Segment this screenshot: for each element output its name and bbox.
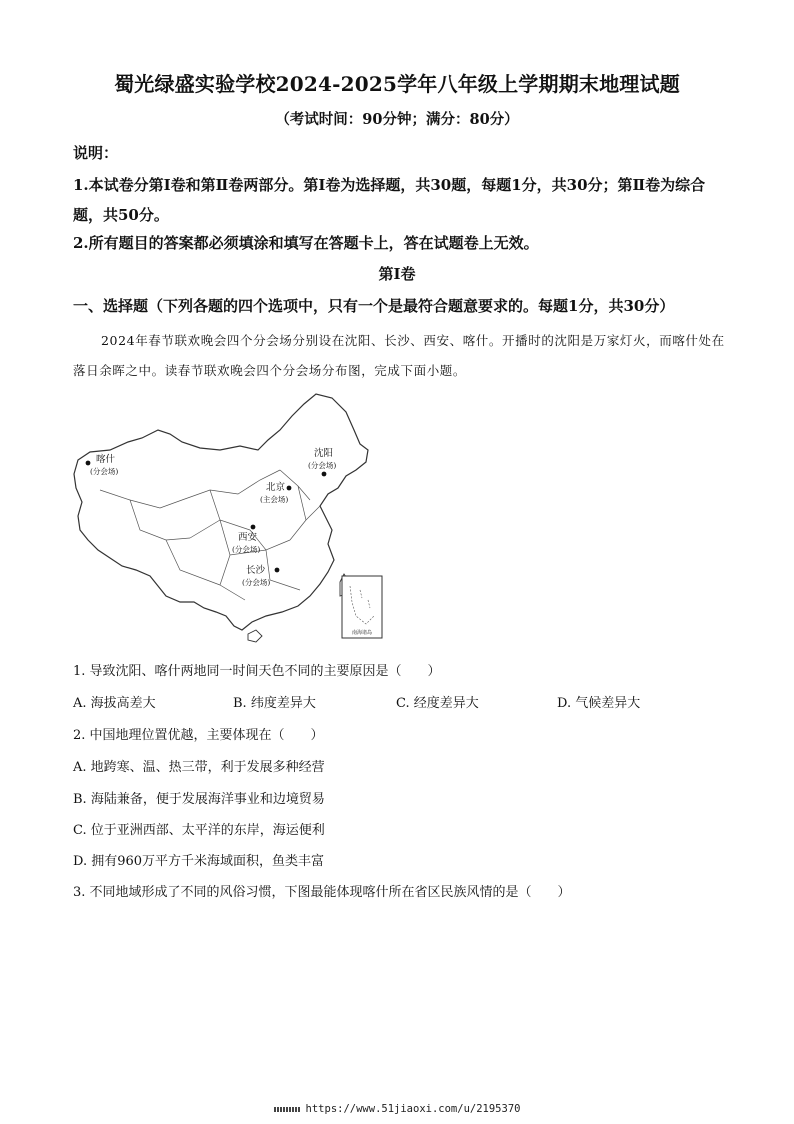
- footer-url[interactable]: https://www.51jiaoxi.com/u/2195370: [305, 1103, 521, 1115]
- section-title: 一、选择题（下列各题的四个选项中，只有一个是最符合题意要求的。每题1分，共30分）: [73, 297, 675, 315]
- q2-option-c[interactable]: C. 位于亚洲西部、太平洋的东岸，海运便利: [73, 823, 325, 838]
- instruction-item-1: 1.本试卷分第Ⅰ卷和第Ⅱ卷两部分。第Ⅰ卷为选择题，共30题，每题1分，共30分；第Ⅱ卷为综合题，共50分。: [73, 176, 706, 224]
- exam-subtitle: （考试时间：90分钟；满分：80分）: [275, 111, 519, 128]
- instruction-item-2: 2.所有题目的答案都必须填涂和填写在答题卡上，答在试题卷上无效。: [73, 234, 539, 252]
- reading-passage: 2024年春节联欢晚会四个分会场分别设在沈阳、长沙、西安、喀什。开播时的沈阳是万家灯火，而喀什处在落日余晖之中。读春节联欢晚会四个分会场分布图，完成下面小题。: [73, 333, 725, 378]
- q1-option-b[interactable]: B. 纬度差异大: [233, 696, 316, 711]
- changsha-name: 长沙: [246, 565, 266, 576]
- xian-note: (分会场): [232, 545, 261, 554]
- q2-option-b[interactable]: B. 海陆兼备，便于发展海洋事业和边境贸易: [73, 792, 325, 807]
- xian-name: 西安: [238, 532, 258, 543]
- south-sea-inset: [342, 576, 382, 638]
- china-outline: [74, 394, 368, 630]
- kashgar-dot: [86, 461, 91, 466]
- q1-option-c[interactable]: C. 经度差异大: [396, 696, 479, 711]
- kashgar-note: (分会场): [90, 467, 119, 476]
- inset-label: 南海诸岛: [352, 630, 373, 636]
- part-title: 第Ⅰ卷: [378, 265, 416, 283]
- q1-option-d[interactable]: D. 气候差异大: [557, 696, 641, 711]
- shenyang-name: 沈阳: [314, 448, 334, 459]
- page-footer: [0, 1103, 794, 1115]
- xian-dot: [251, 525, 256, 530]
- hainan-island: [248, 630, 262, 642]
- footer-mark-icon: [274, 1107, 300, 1112]
- shenyang-dot: [322, 472, 327, 477]
- question-3-stem: 3. 不同地域形成了不同的风俗习惯，下图最能体现喀什所在省区民族风情的是（ ）: [73, 885, 571, 900]
- q2-option-a[interactable]: A. 地跨寒、温、热三带，利于发展多种经营: [73, 760, 325, 775]
- shenyang-note: (分会场): [308, 461, 337, 470]
- kashgar-name: 喀什: [96, 454, 116, 465]
- exam-title: 蜀光绿盛实验学校2024-2025学年八年级上学期期末地理试题: [114, 72, 680, 96]
- china-venue-map: [70, 390, 390, 645]
- beijing-note: (主会场): [260, 495, 289, 504]
- q2-option-d[interactable]: D. 拥有960万平方千米海域面积，鱼类丰富: [73, 854, 325, 869]
- question-2-stem: 2. 中国地理位置优越，主要体现在（ ）: [73, 728, 324, 743]
- instructions-heading: 说明：: [73, 144, 119, 162]
- beijing-name: 北京: [266, 482, 286, 493]
- changsha-dot: [275, 568, 280, 573]
- question-1-stem: 1. 导致沈阳、喀什两地同一时间天色不同的主要原因是（ ）: [73, 664, 441, 679]
- changsha-note: (分会场): [242, 578, 271, 587]
- beijing-dot: [287, 486, 292, 491]
- q1-option-a[interactable]: A. 海拔高差大: [73, 696, 156, 711]
